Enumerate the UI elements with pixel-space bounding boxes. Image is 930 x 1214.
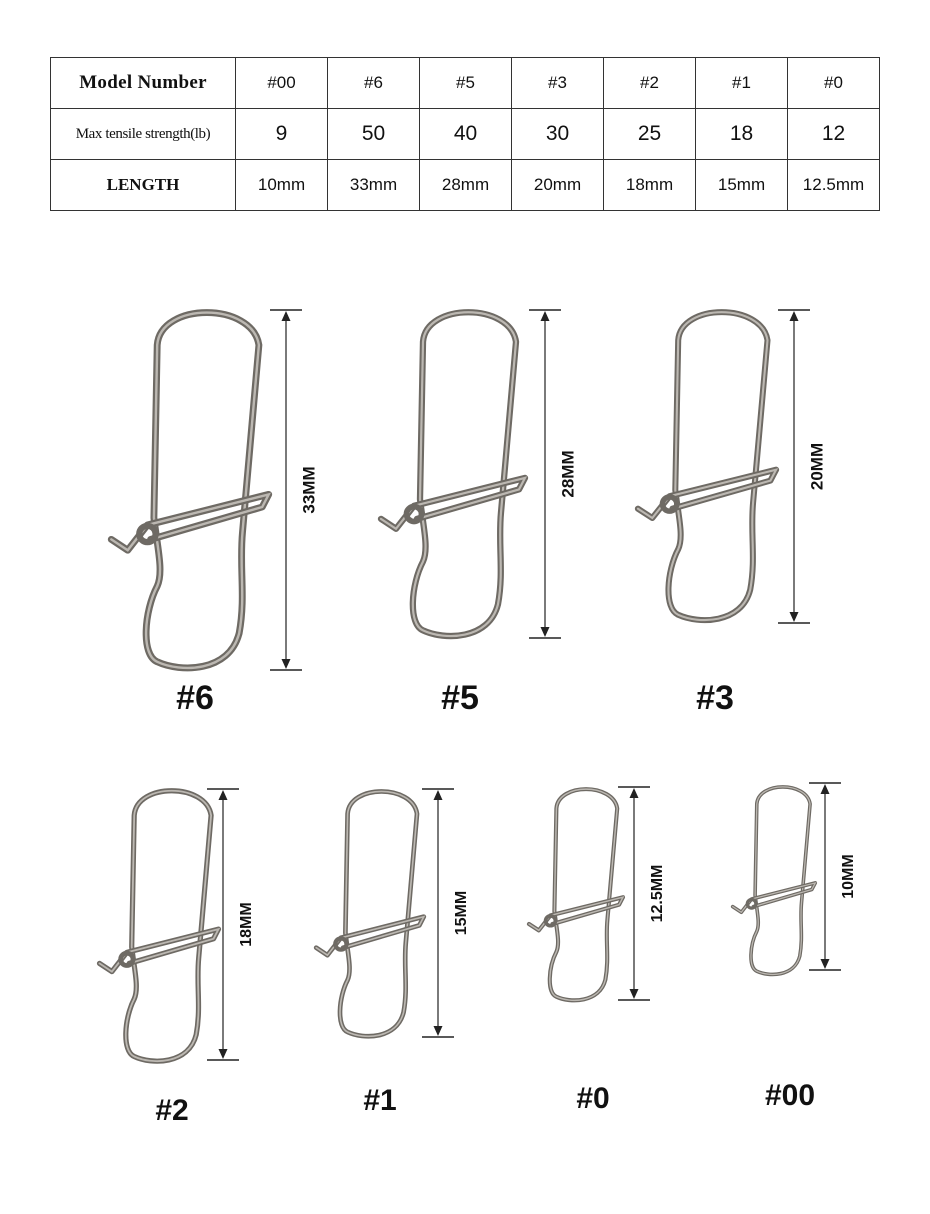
snap-item [638,310,827,717]
snap-eye [747,900,756,909]
dimension-line [809,783,841,970]
snap-eye [139,526,155,542]
dimension-line [778,310,810,623]
dimension-line [422,789,454,1037]
snap-item [316,789,470,1117]
dimension-label: 18MM [238,902,256,947]
length-cell: 33mm [328,160,420,211]
tensile-cell: 18 [696,109,788,160]
snap-wire-highlight [751,787,810,975]
snap-eye [407,507,422,522]
length-cell: 18mm [604,160,696,211]
dimension-label: 20MM [807,442,827,491]
snap-eye [546,916,556,926]
snap-wire-highlight [340,791,417,1036]
snap-eye [662,497,676,511]
snap-size-label: #0 [576,1082,610,1115]
snap-wire-highlight [668,312,767,620]
dimension-label: 12.5MM [649,864,667,923]
snap-size-label: #6 [176,679,214,717]
snap-item [100,789,256,1127]
model-cell: #0 [788,58,880,109]
dimension-label: 28MM [558,450,578,498]
snap-wire-highlight [126,791,211,1061]
snap-size-label: #5 [441,679,479,717]
dimension-line [529,310,561,638]
length-cell: 15mm [696,160,788,211]
snap-size-label: #1 [363,1084,397,1117]
tensile-cell: 25 [604,109,696,160]
model-cell: #5 [420,58,512,109]
model-cell: #3 [512,58,604,109]
length-cell: 20mm [512,160,604,211]
snap-item [381,310,577,717]
tensile-cell: 40 [420,109,512,160]
snap-eye [335,938,346,949]
dimension-line [270,310,302,670]
dimension-line [618,787,650,1000]
dimension-label: 33MM [299,466,319,514]
model-cell: #00 [236,58,328,109]
model-cell: #2 [604,58,696,109]
snap-wire-highlight [413,312,516,636]
model-cell: #1 [696,58,788,109]
tensile-cell: 12 [788,109,880,160]
snap-size-label: #2 [155,1094,189,1127]
snap-eye [121,953,133,965]
length-cell: 12.5mm [788,160,880,211]
tensile-cell: 30 [512,109,604,160]
dimension-label: 10MM [840,854,858,899]
snap-wire-highlight [550,789,617,1000]
tensile-cell: 50 [328,109,420,160]
snap-size-label: #3 [696,679,734,717]
tensile-strength-header: Max tensile strength(lb) [51,109,236,160]
dimension-label: 15MM [453,890,471,936]
model-number-header: Model Number [51,58,236,109]
snap-item [111,310,318,717]
snap-item [529,787,666,1115]
snap-item [733,783,858,1112]
snap-size-label: #00 [764,1079,816,1112]
length-header: LENGTH [51,160,236,211]
tensile-cell: 9 [236,109,328,160]
length-cell: 28mm [420,160,512,211]
snap-wire-highlight [146,313,259,668]
length-cell: 10mm [236,160,328,211]
model-cell: #6 [328,58,420,109]
